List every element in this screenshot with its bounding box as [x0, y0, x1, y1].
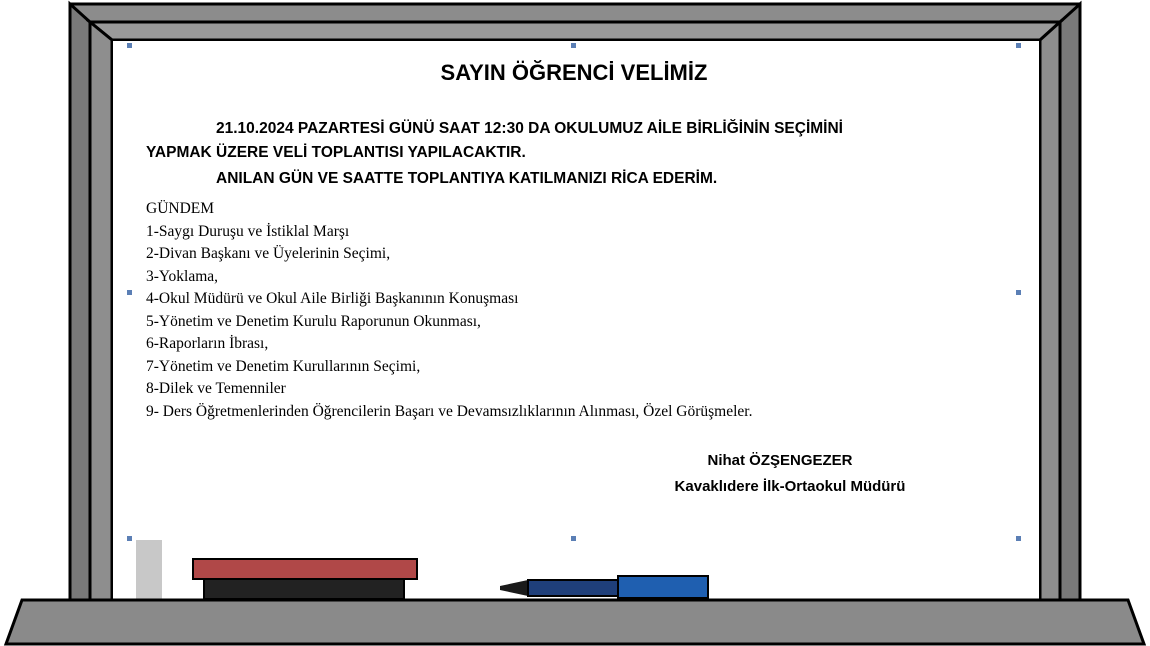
agenda-item: 6-Raporların İbrası, [146, 335, 269, 352]
selection-handle[interactable] [127, 290, 132, 295]
selection-handle[interactable] [571, 43, 576, 48]
selection-handle[interactable] [127, 43, 132, 48]
agenda-item: 4-Okul Müdürü ve Okul Aile Birliği Başkanının Konuşması [146, 290, 519, 307]
notice-title: SAYIN ÖĞRENCİ VELİMİZ [440, 60, 708, 85]
notice-line-2: YAPMAK ÜZERE VELİ TOPLANTISI YAPILACAKTIR. [146, 144, 526, 161]
agenda-item: 3-Yoklama, [146, 267, 219, 285]
agenda-item: 2-Divan Başkanı ve Üyelerinin Seçimi, [146, 245, 391, 262]
signature-title: Kavaklıdere İlk-Ortaokul Müdürü [674, 478, 906, 495]
agenda-heading: GÜNDEM [146, 200, 215, 217]
agenda-list [146, 198, 752, 423]
agenda-item: 8-Dilek ve Temenniler [146, 380, 286, 397]
notice-line-1: 21.10.2024 PAZARTESİ GÜNÜ SAAT 12:30 DA OKULUMUZ AİLE BİRLİĞİNİN SEÇİMİNİ [216, 120, 843, 137]
marker-pen-icon [498, 574, 712, 600]
agenda-item: 7-Yönetim ve Denetim Kurullarının Seçimi, [146, 357, 421, 375]
agenda-item: 9- Ders Öğretmenlerinden Öğrencilerin Başarı ve Devamsızlıklarının Alınması, Özel Görüşmeler. [146, 402, 753, 420]
selection-handle[interactable] [127, 536, 132, 541]
notice-document [130, 46, 1018, 538]
selection-handle[interactable] [571, 536, 576, 541]
signature-name: Nihat ÖZŞENGEZER [707, 452, 853, 469]
agenda-item: 5-Yönetim ve Denetim Kurulu Raporunun Okunması, [146, 312, 481, 330]
agenda-item: 1-Saygı Duruşu ve İstiklal Marşı [146, 222, 350, 240]
selection-handle[interactable] [1016, 43, 1021, 48]
eraser-icon [190, 556, 420, 600]
selection-handle[interactable] [1016, 536, 1021, 541]
notice-line-3: ANILAN GÜN VE SAATTE TOPLANTIYA KATILMANIZI RİCA EDERİM. [216, 170, 718, 187]
selection-handle[interactable] [1016, 290, 1021, 295]
